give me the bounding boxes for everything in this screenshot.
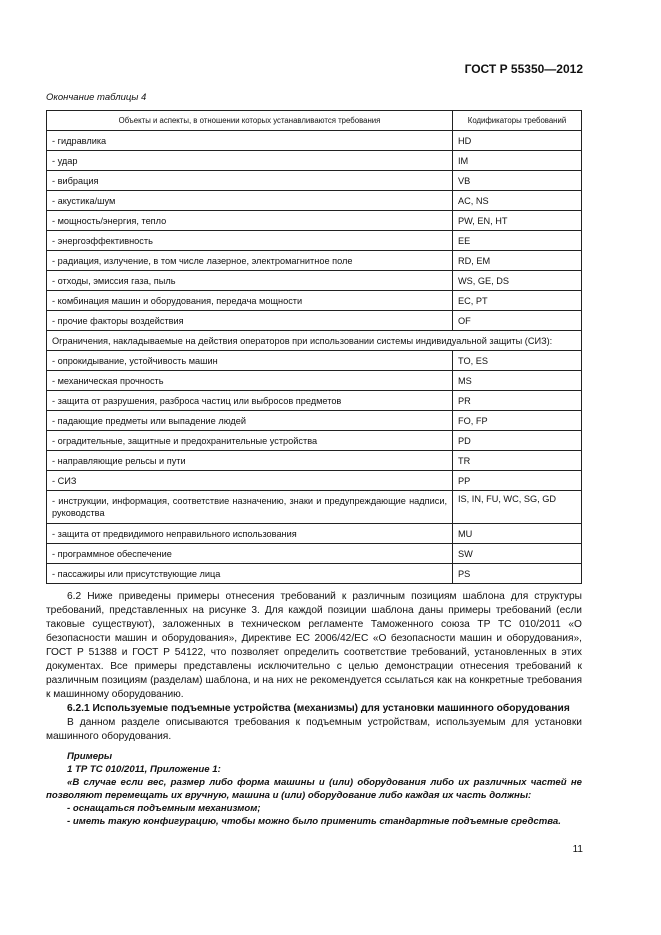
table-row: [47, 524, 582, 544]
example-1-item-2: - иметь такую конфигурацию, чтобы можно было применить стандартные подъемные средства.: [67, 816, 561, 827]
aspect-cell: - оградительные, защитные и предохранительные устройства: [47, 431, 453, 451]
code-cell: IS, IN, FU, WC, SG, GD: [453, 491, 582, 524]
aspect-cell: - акустика/шум: [47, 191, 453, 211]
aspect-cell: - радиация, излучение, в том числе лазерное, электромагнитное поле: [47, 251, 453, 271]
aspect-cell: - программное обеспечение: [47, 544, 453, 564]
code-cell: TR: [453, 451, 582, 471]
code-cell: FO, FP: [453, 411, 582, 431]
code-cell: PR: [453, 391, 582, 411]
table-row: [47, 471, 582, 491]
examples-title: Примеры: [67, 751, 113, 762]
aspect-cell: - механическая прочность: [47, 371, 453, 391]
example-1-quote: «В случае если вес, размер либо форма машины и (или) оборудования либо их различных частей не позволяют перемещать их вручную, машина и (или) оборудование либо каждая их часть должны:: [46, 777, 582, 801]
code-cell: EE: [453, 231, 582, 251]
table-row: [47, 311, 582, 331]
example-1-item-1: - оснащаться подъемным механизмом;: [67, 803, 261, 814]
aspect-cell: - энергоэффективность: [47, 231, 453, 251]
paragraph-6-2-1: В данном разделе описываются требования к подъемным устройствам, используемым для установки машинного оборудования.: [46, 717, 582, 742]
table-row: [47, 271, 582, 291]
table-row: [47, 564, 582, 584]
code-cell: OF: [453, 311, 582, 331]
document-id: ГОСТ Р 55350—2012: [464, 62, 583, 76]
code-cell: MS: [453, 371, 582, 391]
table-row: [47, 451, 582, 471]
table-row: [47, 211, 582, 231]
code-cell: PP: [453, 471, 582, 491]
code-cell: EC, PT: [453, 291, 582, 311]
section-heading-6-2-1: 6.2.1 Используемые подъемные устройства (механизмы) для установки машинного оборудования: [67, 703, 570, 714]
table-row: [47, 544, 582, 564]
table-span-row: [47, 331, 582, 351]
requirements-table: [46, 110, 582, 584]
page-number: 11: [572, 844, 583, 855]
code-cell: PS: [453, 564, 582, 584]
table-row: [47, 411, 582, 431]
code-cell: WS, GE, DS: [453, 271, 582, 291]
aspect-cell: - падающие предметы или выпадение людей: [47, 411, 453, 431]
table-header-row: [47, 111, 582, 131]
table-caption: Окончание таблицы 4: [46, 92, 147, 103]
table-row: [47, 291, 582, 311]
aspect-cell: - мощность/энергия, тепло: [47, 211, 453, 231]
aspect-cell: - защита от разрушения, разброса частиц или выбросов предметов: [47, 391, 453, 411]
aspect-cell: - гидравлика: [47, 131, 453, 151]
col-codes-header: Кодификаторы требований: [453, 111, 582, 131]
aspect-cell: - удар: [47, 151, 453, 171]
code-cell: VB: [453, 171, 582, 191]
table-row: [47, 171, 582, 191]
table-row: [47, 351, 582, 371]
aspect-cell: - прочие факторы воздействия: [47, 311, 453, 331]
aspect-cell: - комбинация машин и оборудования, передача мощности: [47, 291, 453, 311]
body-text: [46, 590, 582, 828]
table-row: [47, 251, 582, 271]
aspect-cell: - СИЗ: [47, 471, 453, 491]
example-1-ref: 1 ТР ТС 010/2011, Приложение 1:: [67, 764, 221, 775]
code-cell: MU: [453, 524, 582, 544]
code-cell: PD: [453, 431, 582, 451]
table-row: [47, 371, 582, 391]
aspect-cell: - опрокидывание, устойчивость машин: [47, 351, 453, 371]
table-row: [47, 191, 582, 211]
col-aspects-header: Объекты и аспекты, в отношении которых устанавливаются требования: [47, 111, 453, 131]
code-cell: IM: [453, 151, 582, 171]
aspect-cell: - инструкции, информация, соответствие назначению, знаки и предупреждающие надписи, руководства: [47, 491, 453, 524]
table-row: [47, 391, 582, 411]
code-cell: SW: [453, 544, 582, 564]
aspect-cell: - вибрация: [47, 171, 453, 191]
code-cell: PW, EN, HT: [453, 211, 582, 231]
table-row: [47, 491, 582, 524]
code-cell: TO, ES: [453, 351, 582, 371]
table-row: [47, 151, 582, 171]
span-row-text: Ограничения, накладываемые на действия операторов при использовании системы индивидуальной защиты (СИЗ):: [47, 331, 582, 351]
table-row: [47, 231, 582, 251]
table-row: [47, 431, 582, 451]
aspect-cell: - отходы, эмиссия газа, пыль: [47, 271, 453, 291]
paragraph-6-2: 6.2 Ниже приведены примеры отнесения требований к различным позициям шаблона для структуры требований, представленных на рисунке 3. Для каждой позиции шаблона даны примеры требований (если таковые существуют), заложенных в техническом регламенте Таможенного союза ТР ТС 010/2011 «О безопасности машин и оборудования», Директиве ЕС 2006/42/ЕС «О безопасности машин и оборудования», ГОСТ Р 51388 и ГОСТ Р 54122, что позволяет определить соответствие требований, установленных в этих документах. Все примеры представлены исключительно с целью демонстрации отнесения требований к различным позициям (разделам) шаблона, и на них не рекомендуется ссылаться как на конкретные требования к машинному оборудованию.: [46, 591, 582, 700]
code-cell: AC, NS: [453, 191, 582, 211]
aspect-cell: - пассажиры или присутствующие лица: [47, 564, 453, 584]
table-row: [47, 131, 582, 151]
aspect-cell: - направляющие рельсы и пути: [47, 451, 453, 471]
code-cell: HD: [453, 131, 582, 151]
aspect-cell: - защита от предвидимого неправильного использования: [47, 524, 453, 544]
code-cell: RD, EM: [453, 251, 582, 271]
